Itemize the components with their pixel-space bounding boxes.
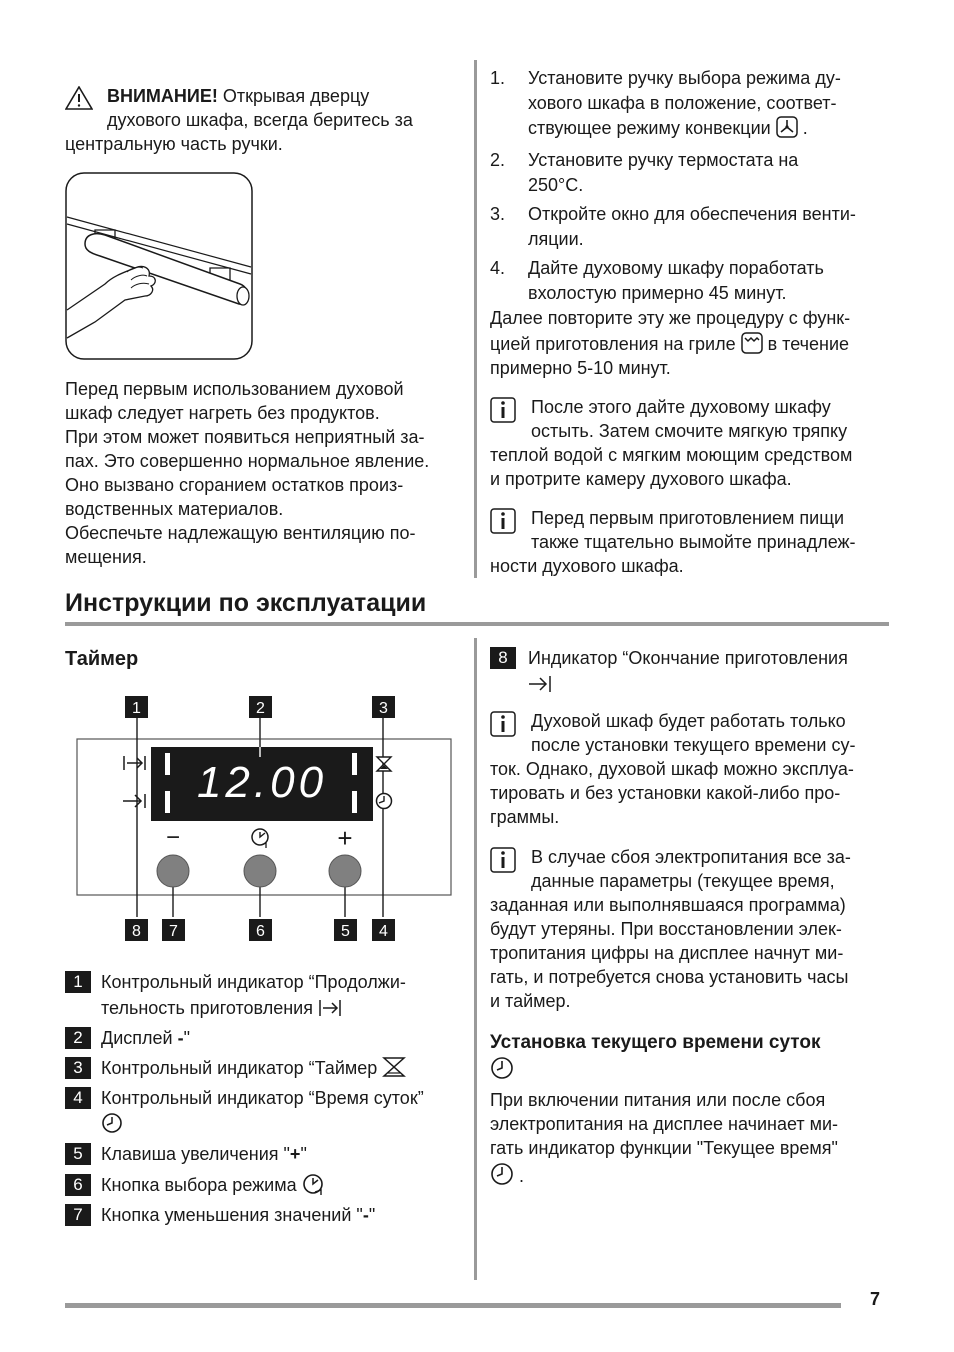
svg-text:7: 7	[169, 923, 178, 940]
clock-icon	[101, 1112, 123, 1134]
clock-icon	[490, 1056, 514, 1080]
callout-4	[372, 919, 395, 941]
svg-text:4: 4	[379, 923, 388, 940]
svg-text:5: 5	[341, 923, 350, 940]
mode-knob[interactable]	[244, 855, 276, 887]
warning-label: ВНИМАНИЕ!	[107, 86, 218, 106]
minus-label: −	[165, 824, 181, 851]
svg-text:6: 6	[256, 923, 265, 940]
clock-setting-paragraph: При включении питания или после сбоя электропитания на дисплее начинает ми- гать индикатор функции "Текущее время" .	[490, 1090, 839, 1186]
intro-line: При этом может появиться неприятный за-	[65, 427, 425, 447]
repeat-paragraph: Далее повторите эту же процедуру с функ- цией приготовления на гриле в течение примерно 5-10 минут.	[490, 308, 851, 378]
callout-6	[249, 919, 272, 941]
clock-indicator-icon	[377, 794, 392, 809]
warning-text-3: центральную часть ручки.	[65, 134, 283, 154]
callout-7	[162, 919, 185, 941]
info-note-accessories: Перед первым приготовлением пищи также тщательно вымойте принадлеж- ности духового шкафа.	[490, 508, 856, 576]
info-icon	[490, 847, 516, 873]
svg-text:8: 8	[132, 923, 141, 940]
column-divider-bottom	[474, 638, 477, 1280]
intro-line: Перед первым использованием духовой	[65, 379, 404, 399]
callout-1	[125, 696, 148, 718]
intro-line: шкаф следует нагреть без продуктов.	[65, 403, 380, 423]
minus-knob[interactable]	[157, 855, 189, 887]
warning-block	[65, 84, 465, 156]
svg-text:3: 3	[379, 700, 388, 717]
intro-line: Обеспечьте надлежащую вентиляцию по-	[65, 523, 416, 543]
mode-icon	[302, 1173, 326, 1195]
callout-3	[372, 696, 395, 718]
svg-text:2: 2	[256, 700, 265, 717]
grill-icon	[741, 332, 763, 354]
step-3: 3. Откройте окно для обеспечения венти- ляции.	[490, 204, 856, 249]
warning-text-2: духового шкафа, всегда беритесь за	[107, 110, 413, 130]
clock-setting-heading: Установка текущего времени суток	[490, 1030, 900, 1085]
page-number: 7	[870, 1289, 881, 1309]
convection-icon	[776, 116, 798, 138]
display-time: 12.00	[196, 758, 328, 807]
svg-text:1: 1	[132, 700, 141, 717]
info-icon	[490, 397, 516, 423]
oven-handle-illustration	[65, 172, 253, 360]
intro-line: мещения.	[65, 547, 147, 567]
timer-panel-diagram	[75, 695, 455, 945]
intro-line: пах. Это совершенно нормальное явление.	[65, 451, 430, 471]
info-icon	[490, 508, 516, 534]
intro-line: водственных материалов.	[65, 499, 284, 519]
warning-text-1: Открывая дверцу	[217, 86, 370, 106]
end-of-cooking-icon	[528, 674, 552, 694]
info-note-power-failure: В случае сбоя электропитания все за- данные параметры (текущее время, заданная или выполнявшаяся программа) будут утеряны. При восстановлении элек- тропитания цифры на дисплее начнут ми- гать, и потребуется снова установить часы и таймер.	[490, 847, 851, 1011]
clock-icon	[490, 1162, 514, 1186]
duration-icon	[318, 998, 342, 1018]
step-4: 4. Дайте духовому шкафу поработать вхолостую примерно 45 минут.	[490, 258, 824, 303]
step-2: 2. Установите ручку термостата на 250°C.	[490, 150, 799, 195]
legend-item-4: 4 Контрольный индикатор “Время суток”	[65, 1085, 465, 1137]
info-note-cooldown: После этого дайте духовому шкафу остыть. Затем смочите мягкую тряпку теплой водой с мягким моющим средством и протрите камеру духового шкафа.	[490, 397, 853, 489]
legend-item-5: 5 Клавиша увеличения "+"	[65, 1141, 465, 1167]
legend-item-3: 3 Контрольный индикатор “Таймер	[65, 1055, 465, 1081]
warning-triangle-icon	[65, 86, 93, 110]
plus-knob[interactable]	[329, 855, 361, 887]
legend-item-7: 7 Кнопка уменьшения значений "-"	[65, 1202, 465, 1228]
step-1: 1. Установите ручку выбора режима ду- хового шкафа в положение, соответ- ствующее режиму конвекции .	[490, 68, 841, 138]
section-rule	[65, 622, 889, 626]
legend-item-8: 8 Индикатор “Окончание приготовления	[490, 645, 900, 697]
callout-8	[125, 919, 148, 941]
intro-line: Оно вызвано сгоранием остатков произ-	[65, 475, 404, 495]
info-icon	[490, 711, 516, 737]
column-divider-top	[474, 60, 477, 578]
timer-title: Таймер	[65, 648, 139, 670]
hourglass-icon	[382, 1056, 406, 1078]
legend-item-1: 1 Контрольный индикатор “Продолжи- тельность приготовления	[65, 969, 465, 1021]
callout-2	[249, 696, 272, 718]
info-note-clock-required: Духовой шкаф будет работать только после установки текущего времени су- ток. Однако, духовой шкаф можно эксплуа- тировать и без установки какой-либо про- граммы.	[490, 711, 856, 827]
section-title: Инструкции по эксплуатации	[65, 589, 427, 617]
footer-rule	[65, 1303, 841, 1308]
legend-item-6: 6 Кнопка выбора режима	[65, 1172, 465, 1198]
left-intro	[65, 377, 465, 569]
callout-5	[334, 919, 357, 941]
plus-label: +	[337, 823, 353, 853]
legend-item-2: 2 Дисплей -"	[65, 1025, 465, 1051]
